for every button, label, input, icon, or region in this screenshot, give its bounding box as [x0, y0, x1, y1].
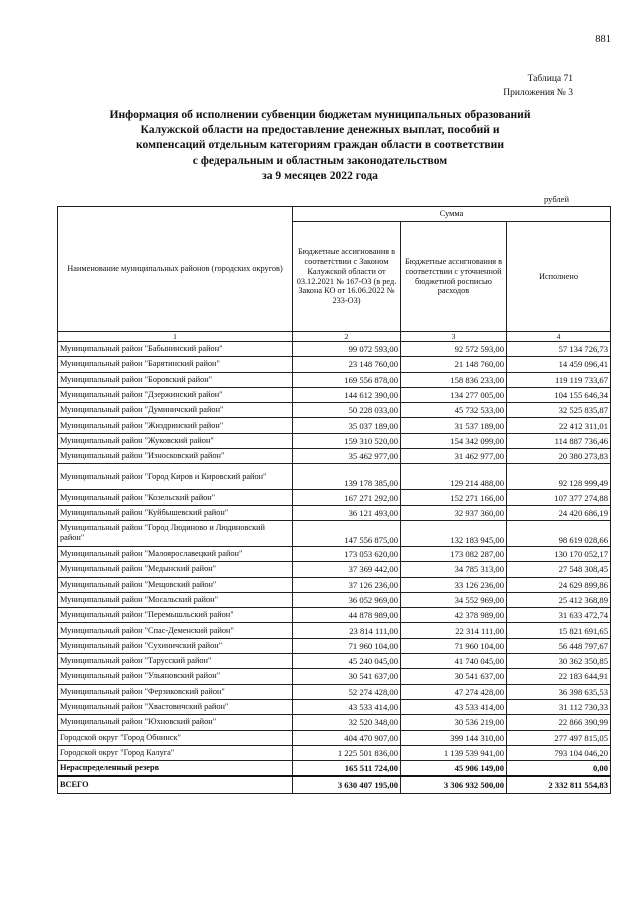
cell-executed: 15 821 691,65: [507, 623, 611, 638]
table-row: [58, 546, 611, 561]
cell-executed: 20 380 273,83: [507, 449, 611, 464]
table-row: [58, 669, 611, 684]
header-municipality: Наименование муниципальных районов (городских округов): [58, 207, 293, 332]
cell-law-allocation: 36 121 493,00: [293, 505, 401, 520]
cell-municipality: Муниципальный район "Перемышльский район": [58, 608, 293, 623]
cell-municipality: Муниципальный район "Малоярославецкий район": [58, 546, 293, 561]
table-row: [58, 699, 611, 714]
cell-municipality: Муниципальный район "Ульяновский район": [58, 669, 293, 684]
cell-executed: 119 119 733,67: [507, 372, 611, 387]
cell-municipality: Муниципальный район "Боровский район": [58, 372, 293, 387]
cell-law-allocation: 99 072 593,00: [293, 342, 401, 357]
cell-municipality: Муниципальный район "Думиничский район": [58, 403, 293, 418]
table-row: [58, 654, 611, 669]
table-row: [58, 608, 611, 623]
cell-budget-allocation: 34 552 969,00: [401, 592, 507, 607]
cell-executed: 98 619 028,66: [507, 520, 611, 546]
cell-law-allocation: 32 520 348,00: [293, 715, 401, 730]
table-row: [58, 490, 611, 505]
cell-budget-allocation: 134 277 005,00: [401, 387, 507, 402]
cell-budget-allocation: 1 139 539 941,00: [401, 745, 507, 760]
table-reference: Таблица 71: [527, 74, 573, 84]
cell-executed: 31 112 730,33: [507, 699, 611, 714]
subvention-table: [57, 206, 611, 794]
cell-law-allocation: 165 511 724,00: [293, 761, 401, 777]
title-line: за 9 месяцев 2022 года: [262, 168, 378, 182]
cell-municipality: Муниципальный район "Козельский район": [58, 490, 293, 505]
cell-executed: 793 104 046,20: [507, 745, 611, 760]
cell-budget-allocation: 129 214 488,00: [401, 464, 507, 490]
cell-budget-allocation: 41 740 045,00: [401, 654, 507, 669]
cell-executed: 32 525 835,87: [507, 403, 611, 418]
cell-executed: 36 398 635,53: [507, 684, 611, 699]
cell-budget-allocation: 3 306 932 500,00: [401, 776, 507, 794]
table-row: [58, 562, 611, 577]
cell-law-allocation: 44 878 989,00: [293, 608, 401, 623]
title-line: Информация об исполнении субвенции бюджетам муниципальных образований: [109, 108, 531, 121]
cell-municipality: Муниципальный район "Юхновский район": [58, 715, 293, 730]
units-label: рублей: [544, 194, 569, 204]
cell-law-allocation: 45 240 045,00: [293, 654, 401, 669]
table-row: [58, 433, 611, 448]
cell-municipality: Муниципальный район "Жиздринский район": [58, 418, 293, 433]
cell-budget-allocation: 158 836 233,00: [401, 372, 507, 387]
cell-law-allocation: 139 178 385,00: [293, 464, 401, 490]
table-row: [58, 449, 611, 464]
cell-executed: 31 633 472,74: [507, 608, 611, 623]
cell-municipality: Муниципальный район "Бабынинский район": [58, 342, 293, 357]
cell-municipality: Муниципальный район "Город Киров и Кировский район": [58, 464, 293, 490]
cell-budget-allocation: 30 536 219,00: [401, 715, 507, 730]
cell-budget-allocation: 152 271 166,00: [401, 490, 507, 505]
cell-law-allocation: 1 225 501 836,00: [293, 745, 401, 760]
column-number: 2: [293, 332, 401, 342]
cell-law-allocation: 35 462 977,00: [293, 449, 401, 464]
table-row: [58, 372, 611, 387]
cell-municipality: ВСЕГО: [58, 776, 293, 794]
table-row: [58, 592, 611, 607]
cell-law-allocation: 37 369 442,00: [293, 562, 401, 577]
table-body: [58, 342, 611, 794]
cell-municipality: Городской округ "Город Калуга": [58, 745, 293, 760]
cell-executed: 57 134 726,73: [507, 342, 611, 357]
table-row: [58, 505, 611, 520]
cell-executed: 24 420 686,19: [507, 505, 611, 520]
cell-budget-allocation: 47 274 428,00: [401, 684, 507, 699]
page-number: 881: [595, 34, 611, 45]
document-title: [80, 107, 560, 183]
cell-executed: 22 412 311,01: [507, 418, 611, 433]
table-row: [58, 776, 611, 794]
table-row: [58, 342, 611, 357]
column-number: 3: [401, 332, 507, 342]
header-budget-allocations: Бюджетные ассигнования в соответствии с уточненной бюджетной росписью расходов: [401, 222, 507, 332]
table-row: [58, 730, 611, 745]
cell-municipality: Муниципальный район "Мосальский район": [58, 592, 293, 607]
table-row: [58, 403, 611, 418]
cell-budget-allocation: 22 314 111,00: [401, 623, 507, 638]
table-row: [58, 745, 611, 760]
cell-municipality: Городской округ "Город Обнинск": [58, 730, 293, 745]
cell-budget-allocation: 173 082 287,00: [401, 546, 507, 561]
table-row: [58, 715, 611, 730]
cell-executed: 27 548 308,45: [507, 562, 611, 577]
cell-executed: 104 155 646,34: [507, 387, 611, 402]
cell-municipality: Муниципальный район "Куйбышевский район": [58, 505, 293, 520]
table-row: [58, 684, 611, 699]
cell-law-allocation: 71 960 104,00: [293, 638, 401, 653]
cell-law-allocation: 167 271 292,00: [293, 490, 401, 505]
cell-municipality: Муниципальный район "Хвастовичский район": [58, 699, 293, 714]
cell-budget-allocation: 33 126 236,00: [401, 577, 507, 592]
table-row: [58, 357, 611, 372]
cell-municipality: Муниципальный район "Дзержинский район": [58, 387, 293, 402]
cell-executed: 107 377 274,88: [507, 490, 611, 505]
cell-executed: 14 459 096,41: [507, 357, 611, 372]
cell-budget-allocation: 34 785 313,00: [401, 562, 507, 577]
cell-executed: 114 887 736,46: [507, 433, 611, 448]
cell-law-allocation: 159 310 520,00: [293, 433, 401, 448]
cell-budget-allocation: 21 148 760,00: [401, 357, 507, 372]
cell-executed: 130 170 052,17: [507, 546, 611, 561]
cell-executed: 22 866 390,99: [507, 715, 611, 730]
cell-municipality: Муниципальный район "Тарусский район": [58, 654, 293, 669]
cell-law-allocation: 36 052 969,00: [293, 592, 401, 607]
cell-budget-allocation: 31 537 189,00: [401, 418, 507, 433]
cell-law-allocation: 35 037 189,00: [293, 418, 401, 433]
cell-budget-allocation: 31 462 977,00: [401, 449, 507, 464]
cell-municipality: Муниципальный район "Медынский район": [58, 562, 293, 577]
cell-executed: 2 332 811 554,83: [507, 776, 611, 794]
table-row: [58, 520, 611, 546]
header-executed: Исполнено: [507, 222, 611, 332]
cell-budget-allocation: 45 906 149,00: [401, 761, 507, 777]
cell-budget-allocation: 42 378 989,00: [401, 608, 507, 623]
cell-budget-allocation: 92 572 593,00: [401, 342, 507, 357]
cell-municipality: Муниципальный район "Спас-Деменский район": [58, 623, 293, 638]
table-row: [58, 418, 611, 433]
cell-budget-allocation: 45 732 533,00: [401, 403, 507, 418]
cell-municipality: Муниципальный район "Город Людиново и Людиновский район": [58, 520, 293, 546]
cell-budget-allocation: 43 533 414,00: [401, 699, 507, 714]
table-row: [58, 464, 611, 490]
cell-budget-allocation: 399 144 310,00: [401, 730, 507, 745]
appendix-reference: Приложения № 3: [503, 88, 573, 98]
table-row: [58, 577, 611, 592]
cell-law-allocation: 173 053 620,00: [293, 546, 401, 561]
column-number: 1: [58, 332, 293, 342]
cell-law-allocation: 43 533 414,00: [293, 699, 401, 714]
column-number: 4: [507, 332, 611, 342]
cell-law-allocation: 37 126 236,00: [293, 577, 401, 592]
cell-law-allocation: 169 556 878,00: [293, 372, 401, 387]
cell-municipality: Муниципальный район "Ферзиковский район": [58, 684, 293, 699]
cell-executed: 22 183 644,91: [507, 669, 611, 684]
cell-budget-allocation: 132 183 945,00: [401, 520, 507, 546]
cell-budget-allocation: 71 960 104,00: [401, 638, 507, 653]
title-line: Калужской области на предоставление денежных выплат, пособий и: [140, 123, 500, 137]
cell-municipality: Муниципальный район "Жуковский район": [58, 433, 293, 448]
cell-municipality: Муниципальный район "Сухиничский район": [58, 638, 293, 653]
cell-executed: 30 362 350,85: [507, 654, 611, 669]
cell-budget-allocation: 154 342 099,00: [401, 433, 507, 448]
title-line: компенсаций отдельным категориям граждан области в соответствии: [135, 138, 505, 152]
cell-law-allocation: 30 541 637,00: [293, 669, 401, 684]
title-line: с федеральным и областным законодательством: [192, 153, 448, 167]
cell-budget-allocation: 30 541 637,00: [401, 669, 507, 684]
cell-municipality: Муниципальный район "Износковский район": [58, 449, 293, 464]
cell-executed: 56 448 797,67: [507, 638, 611, 653]
table-row: [58, 638, 611, 653]
cell-municipality: Нераспределенный резерв: [58, 761, 293, 777]
cell-law-allocation: 50 228 033,00: [293, 403, 401, 418]
cell-law-allocation: 404 470 907,00: [293, 730, 401, 745]
cell-executed: 25 412 368,89: [507, 592, 611, 607]
cell-executed: 277 497 815,05: [507, 730, 611, 745]
cell-law-allocation: 23 814 111,00: [293, 623, 401, 638]
cell-law-allocation: 144 612 390,00: [293, 387, 401, 402]
cell-executed: 92 128 999,49: [507, 464, 611, 490]
table-row: [58, 761, 611, 777]
cell-budget-allocation: 32 937 360,00: [401, 505, 507, 520]
cell-law-allocation: 147 556 875,00: [293, 520, 401, 546]
header-sum: Сумма: [293, 207, 611, 222]
header-law-allocations: Бюджетные ассигнования в соответствии с Законом Калужской области от 03.12.2021 № 167-ОЗ (в ред. Закона КО от 16.06.2022 № 233-ОЗ): [293, 222, 401, 332]
cell-municipality: Муниципальный район "Барятинский район": [58, 357, 293, 372]
cell-executed: 24 629 899,86: [507, 577, 611, 592]
cell-law-allocation: 52 274 428,00: [293, 684, 401, 699]
cell-law-allocation: 3 630 407 195,00: [293, 776, 401, 794]
cell-executed: 0,00: [507, 761, 611, 777]
table-row: [58, 623, 611, 638]
cell-law-allocation: 23 148 760,00: [293, 357, 401, 372]
cell-municipality: Муниципальный район "Мещовский район": [58, 577, 293, 592]
table-row: [58, 387, 611, 402]
